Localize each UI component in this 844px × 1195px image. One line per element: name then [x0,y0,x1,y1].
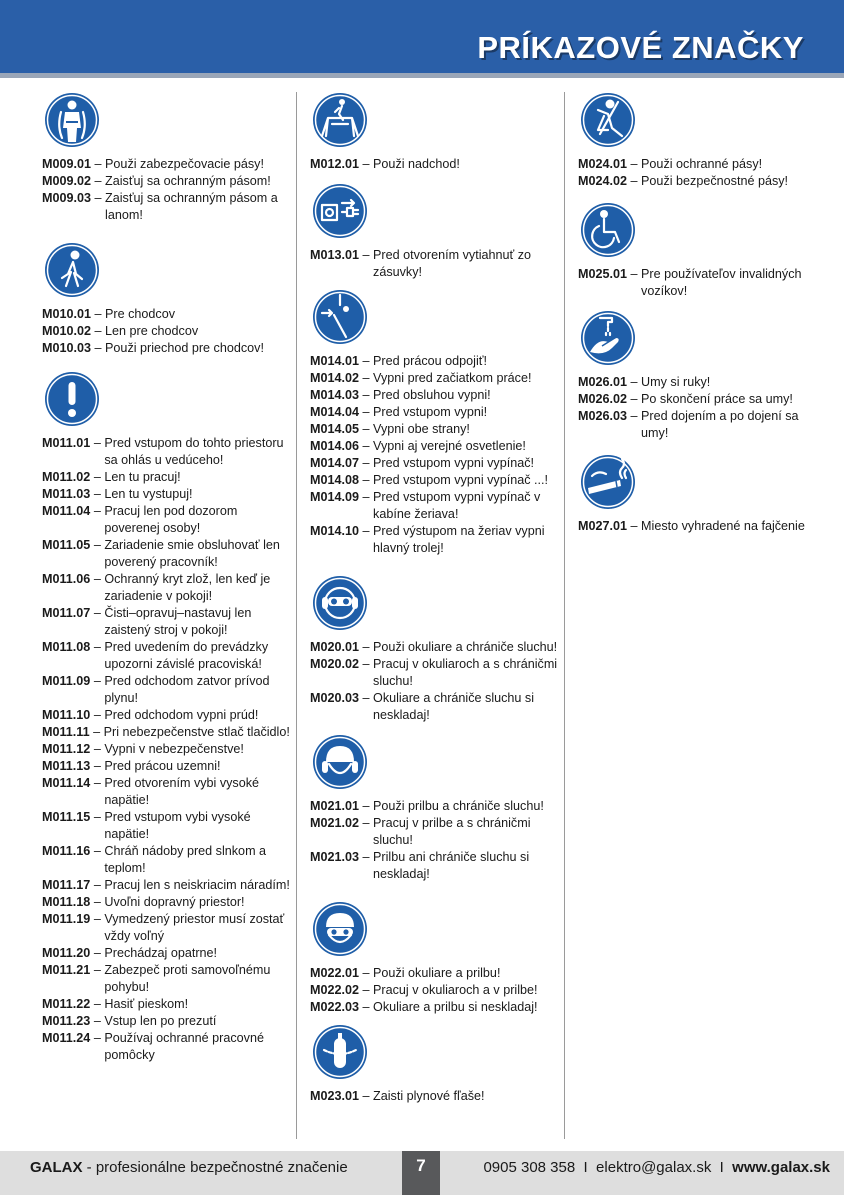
sign-group [578,202,823,300]
sign-code: M021.03 [310,850,360,864]
sign-description: Len tu vystupuj! [104,487,193,501]
sign-code: M011.06 [42,572,91,586]
column-divider [296,92,297,1139]
sign-group [578,454,823,535]
sign-description: Pre používateľov invalidných vozíkov! [641,267,802,298]
sign-entries [578,518,823,535]
sign-code: M011.21 [42,963,91,977]
safety-harness-icon [44,92,100,148]
sign-code: M024.02 [578,174,628,188]
dash: – [91,341,106,355]
sign-entry [42,435,294,469]
dash: – [90,572,105,586]
dash: – [90,997,105,1011]
dash: – [359,490,374,504]
sign-code: M011.13 [42,759,91,773]
dash: – [90,470,105,484]
sign-code: M020.03 [310,691,360,705]
sign-entry [310,815,560,849]
sign-code: M010.02 [42,324,92,338]
sign-entry [42,1013,294,1030]
sign-entry [310,455,560,472]
sign-entry [42,605,294,639]
sign-code: M011.19 [42,912,91,926]
sign-description: Zariadenie smie obsluhovať len poverený pracovník! [104,538,280,569]
sign-description: Ochranný kryt zlož, len keď je zariadenie v pokoji! [104,572,271,603]
sign-entries [42,435,294,1064]
unplug-icon [312,183,368,239]
sign-code: M021.01 [310,799,360,813]
sign-description: Použi nadchod! [373,157,460,171]
sign-entry [310,639,560,656]
dash: – [359,354,374,368]
sign-code: M011.03 [42,487,91,501]
sign-code: M027.01 [578,519,628,533]
sign-description: Prechádzaj opatrne! [104,946,218,960]
sign-entries [42,156,294,224]
sign-entry [578,408,823,442]
dash: – [90,844,105,858]
gas-cylinder-chain-icon [312,1024,368,1080]
sign-code: M024.01 [578,157,628,171]
sign-entry [310,404,560,421]
wheelchair-icon [580,202,636,258]
sign-group [578,310,823,442]
column-2 [310,92,560,1105]
sign-entries [42,306,294,357]
sign-code: M026.03 [578,409,628,423]
dash: – [359,657,374,671]
sign-entries [310,798,560,883]
sign-entry [310,999,560,1016]
sign-code: M014.01 [310,354,360,368]
dash: – [90,759,105,773]
exclamation-icon [44,371,100,427]
sign-group [310,575,560,724]
sign-code: M011.08 [42,640,91,654]
sign-description: Pred vstupom do tohto priestoru sa ohlás u vedúceho! [104,436,284,467]
disconnect-switch-icon [312,289,368,345]
sign-entry [42,962,294,996]
footer-separator: I [575,1159,597,1176]
sign-description: Pred vstupom vypni vypínač ...! [373,473,549,487]
sign-code: M011.07 [42,606,91,620]
sign-code: M020.02 [310,657,360,671]
sign-code: M011.02 [42,470,91,484]
dash: – [90,640,105,654]
sign-entry [310,965,560,982]
dash: – [627,174,642,188]
sign-entry [310,247,560,281]
dash: – [90,963,105,977]
sign-entry [310,156,560,173]
sign-description: Vypni v nebezpečenstve! [104,742,244,756]
sign-entry [310,798,560,815]
sign-code: M014.07 [310,456,360,470]
sign-entry [42,894,294,911]
pedestrian-icon [44,242,100,298]
sign-description: Čisti–opravuj–nastavuj len zaistený stroj v pokoji! [104,606,252,637]
sign-code: M011.18 [42,895,91,909]
sign-description: Pre chodcov [105,307,176,321]
sign-code: M021.02 [310,816,360,830]
sign-description: Okuliare a chrániče sluchu si neskladaj! [373,691,535,722]
sign-code: M011.22 [42,997,91,1011]
sign-entry [42,173,294,190]
sign-code: M020.01 [310,640,360,654]
sign-code: M011.20 [42,946,91,960]
dash: – [359,456,374,470]
sign-description: Pri nebezpečenstve stlač tlačidlo! [103,725,290,739]
dash: – [91,157,106,171]
sign-code: M011.14 [42,776,91,790]
sign-entries [310,247,560,281]
sign-code: M010.03 [42,341,92,355]
sign-code: M022.01 [310,966,360,980]
dash: – [90,878,105,892]
sign-description: Pred otvorením vytiahnuť zo zásuvky! [373,248,532,279]
sign-group [42,242,294,357]
sign-description: Pred vstupom vybi vysoké napätie! [104,810,251,841]
dash: – [90,487,105,501]
column-3 [578,92,823,535]
sign-code: M025.01 [578,267,628,281]
sign-entries [310,156,560,173]
dash: – [359,157,374,171]
sign-description: Po skončení práce sa umy! [641,392,793,406]
sign-description: Použi prilbu a chrániče sluchu! [373,799,544,813]
sign-entry [42,758,294,775]
dash: – [359,473,374,487]
sign-code: M011.04 [42,504,91,518]
sign-entry [42,707,294,724]
dash: – [91,324,106,338]
dash: – [91,191,106,205]
sign-description: Použi okuliare a chrániče sluchu! [373,640,558,654]
sign-entries [310,965,560,1016]
sign-entry [310,1088,560,1105]
footer-brand: GALAX [30,1159,83,1176]
dash: – [91,174,106,188]
sign-code: M022.02 [310,983,360,997]
sign-code: M009.01 [42,157,92,171]
sign-entry [42,1030,294,1064]
sign-entry [42,486,294,503]
dash: – [90,708,105,722]
sign-description: Zaisťuj sa ochranným pásom a lanom! [105,191,278,222]
sign-code: M014.08 [310,473,360,487]
dash: – [90,674,105,688]
sign-group [310,92,560,173]
sign-description: Pred výstupom na žeriav vypni hlavný trolej! [373,524,545,555]
sign-code: M011.01 [42,436,91,450]
sign-entry [310,982,560,999]
sign-description: Používaj ochranné pracovné pomôcky [104,1031,264,1062]
column-1 [42,92,294,1064]
sign-entry [42,911,294,945]
dash: – [627,157,642,171]
sign-code: M022.03 [310,1000,360,1014]
dash: – [90,776,105,790]
sign-entry [42,340,294,357]
sign-code: M009.02 [42,174,92,188]
sign-description: Vstup len po prezutí [104,1014,217,1028]
dash: – [627,267,642,281]
page-title: PRÍKAZOVÉ ZNAČKY [477,30,804,65]
sign-entry [42,996,294,1013]
dash: – [90,1014,105,1028]
dash: – [90,946,105,960]
sign-code: M009.03 [42,191,92,205]
dash: – [359,248,374,262]
sign-code: M013.01 [310,248,360,262]
sign-entry [42,775,294,809]
dash: – [359,524,374,538]
sign-group [42,92,294,224]
sign-entries [310,639,560,724]
sign-entries [310,1088,560,1105]
sign-code: M023.01 [310,1089,360,1103]
sign-description: Pred vstupom vypni! [373,405,488,419]
sign-description: Vymedzený priestor musí zostať vždy voľný [104,912,285,943]
footer-contacts [483,1159,830,1176]
dash: – [90,912,105,926]
sign-group [310,1024,560,1105]
sign-description: Pred vstupom vypni vypínač! [373,456,535,470]
dash: – [90,810,105,824]
footer-email[interactable]: elektro@galax.sk [596,1159,712,1176]
sign-entry [310,353,560,370]
dash: – [89,725,104,739]
sign-description: Pred vstupom vypni vypínač v kabíne žeriava! [373,490,541,521]
sign-description: Pred prácou uzemni! [104,759,221,773]
dash: – [359,1000,374,1014]
sign-entry [310,656,560,690]
sign-description: Pred prácou odpojiť! [373,354,487,368]
helmet-earmuffs-icon [312,734,368,790]
sign-entry [310,489,560,523]
dash: – [627,519,642,533]
sign-description: Pred odchodom vypni prúd! [104,708,259,722]
dash: – [359,371,374,385]
sign-entry [42,877,294,894]
sign-description: Pracuj v prilbe a s chráničmi sluchu! [373,816,531,847]
dash: – [627,375,642,389]
sign-description: Použi ochranné pásy! [641,157,763,171]
sign-entries [310,353,560,557]
sign-entry [42,323,294,340]
sign-description: Pred dojením a po dojení sa umy! [641,409,799,440]
sign-entry [42,843,294,877]
goggles-helmet-icon [312,901,368,957]
dash: – [359,388,374,402]
sign-entry [310,421,560,438]
sign-description: Hasiť pieskom! [104,997,189,1011]
sign-group [42,371,294,1064]
sign-description: Zabezpeč proti samovoľnému pohybu! [104,963,271,994]
sign-description: Pred uvedením do prevádzky upozorni závislé pracoviská! [104,640,269,671]
sign-entries [578,156,823,190]
dash: – [90,895,105,909]
sign-entry [578,266,823,300]
sign-entry [310,690,560,724]
sign-code: M011.15 [42,810,91,824]
sign-description: Pracuj len pod dozorom poverenej osoby! [104,504,238,535]
dash: – [90,436,105,450]
sign-code: M011.16 [42,844,91,858]
sign-entry [42,945,294,962]
sign-code: M011.10 [42,708,91,722]
dash: – [90,504,105,518]
sign-code: M011.23 [42,1014,91,1028]
page-number: 7 [402,1151,440,1195]
sign-entry [42,809,294,843]
dash: – [359,966,374,980]
sign-description: Vypni pred začiatkom práce! [373,371,532,385]
sign-description: Pred otvorením vybi vysoké napätie! [104,776,260,807]
sign-code: M010.01 [42,307,92,321]
sign-description: Len pre chodcov [105,324,199,338]
sign-entry [310,387,560,404]
sign-description: Zaisti plynové fľaše! [373,1089,485,1103]
dash: – [359,850,374,864]
sign-code: M011.12 [42,742,91,756]
sign-description: Vypni obe strany! [373,422,470,436]
sign-group [310,734,560,883]
sign-description: Chráň nádoby pred slnkom a teplom! [104,844,267,875]
sign-code: M011.05 [42,538,91,552]
dash: – [359,1089,374,1103]
dash: – [359,422,374,436]
sign-description: Vypni aj verejné osvetlenie! [373,439,526,453]
dash: – [359,816,374,830]
sign-code: M014.06 [310,439,360,453]
sign-group [578,92,823,190]
sign-description: Pracuj v okuliaroch a s chráničmi sluchu! [373,657,558,688]
sign-description: Okuliare a prilbu si neskladaj! [373,1000,538,1014]
sign-group [310,289,560,557]
sign-entry [310,472,560,489]
sign-code: M011.09 [42,674,91,688]
footer-separator: I [711,1159,733,1176]
sign-description: Umy si ruky! [641,375,711,389]
sign-description: Pred odchodom zatvor prívod plynu! [104,674,270,705]
sign-entry [42,306,294,323]
sign-entry [578,156,823,173]
sign-entry [310,370,560,387]
sign-entry [578,391,823,408]
sign-group [310,183,560,281]
dash: – [359,405,374,419]
sign-entry [310,523,560,557]
footer-tagline [30,1159,348,1176]
sign-code: M011.17 [42,878,91,892]
sign-description: Prilbu ani chrániče sluchu si neskladaj! [373,850,530,881]
dash: – [359,983,374,997]
sign-code: M014.03 [310,388,360,402]
wash-hands-icon [580,310,636,366]
dash: – [91,307,106,321]
dash: – [90,1031,105,1045]
sign-entry [578,173,823,190]
sign-code: M026.02 [578,392,628,406]
sign-entry [42,503,294,537]
sign-description: Použi zabezpečovacie pásy! [105,157,264,171]
sign-entry [42,190,294,224]
smoking-area-icon [580,454,636,510]
seatbelt-icon [580,92,636,148]
dash: – [359,691,374,705]
sign-description: Použi okuliare a prilbu! [373,966,501,980]
sign-code: M014.10 [310,524,360,538]
sign-entry [42,639,294,673]
dash: – [90,538,105,552]
sign-description: Miesto vyhradené na fajčenie [641,519,805,533]
sign-code: M014.09 [310,490,360,504]
column-divider [564,92,565,1139]
sign-entry [310,849,560,883]
sign-code: M014.04 [310,405,360,419]
dash: – [627,409,642,423]
dash: – [90,742,105,756]
dash: – [359,640,374,654]
sign-entry [42,156,294,173]
sign-entry [42,741,294,758]
footer-tagline-text: - profesionálne bezpečnostné značenie [82,1159,348,1176]
sign-code: M026.01 [578,375,628,389]
sign-group [310,901,560,1016]
page-header [0,0,844,78]
dash: – [627,392,642,406]
sign-description: Použi priechod pre chodcov! [105,341,264,355]
footer-phone: 0905 308 358 [483,1159,576,1176]
sign-entry [42,537,294,571]
sign-code: M014.02 [310,371,360,385]
sign-entry [578,374,823,391]
dash: – [359,439,374,453]
sign-entry [578,518,823,535]
sign-code: M011.11 [42,725,90,739]
sign-entry [42,469,294,486]
sign-description: Pracuj len s neiskriacim náradím! [104,878,290,892]
footer-website[interactable]: www.galax.sk [732,1159,830,1176]
sign-description: Pred obsluhou vypni! [373,388,491,402]
sign-entry [42,571,294,605]
sign-code: M012.01 [310,157,360,171]
sign-code: M014.05 [310,422,360,436]
sign-entry [42,724,294,741]
sign-description: Len tu pracuj! [104,470,181,484]
sign-description: Zaisťuj sa ochranným pásom! [105,174,271,188]
sign-description: Pracuj v okuliaroch a v prilbe! [373,983,538,997]
sign-entry [310,438,560,455]
sign-entries [578,374,823,442]
dash: – [90,606,105,620]
goggles-earmuffs-icon [312,575,368,631]
sign-code: M011.24 [42,1031,91,1045]
footbridge-icon [312,92,368,148]
sign-entries [578,266,823,300]
sign-description: Uvoľni dopravný priestor! [104,895,245,909]
dash: – [359,799,374,813]
sign-entry [42,673,294,707]
sign-description: Použi bezpečnostné pásy! [641,174,789,188]
